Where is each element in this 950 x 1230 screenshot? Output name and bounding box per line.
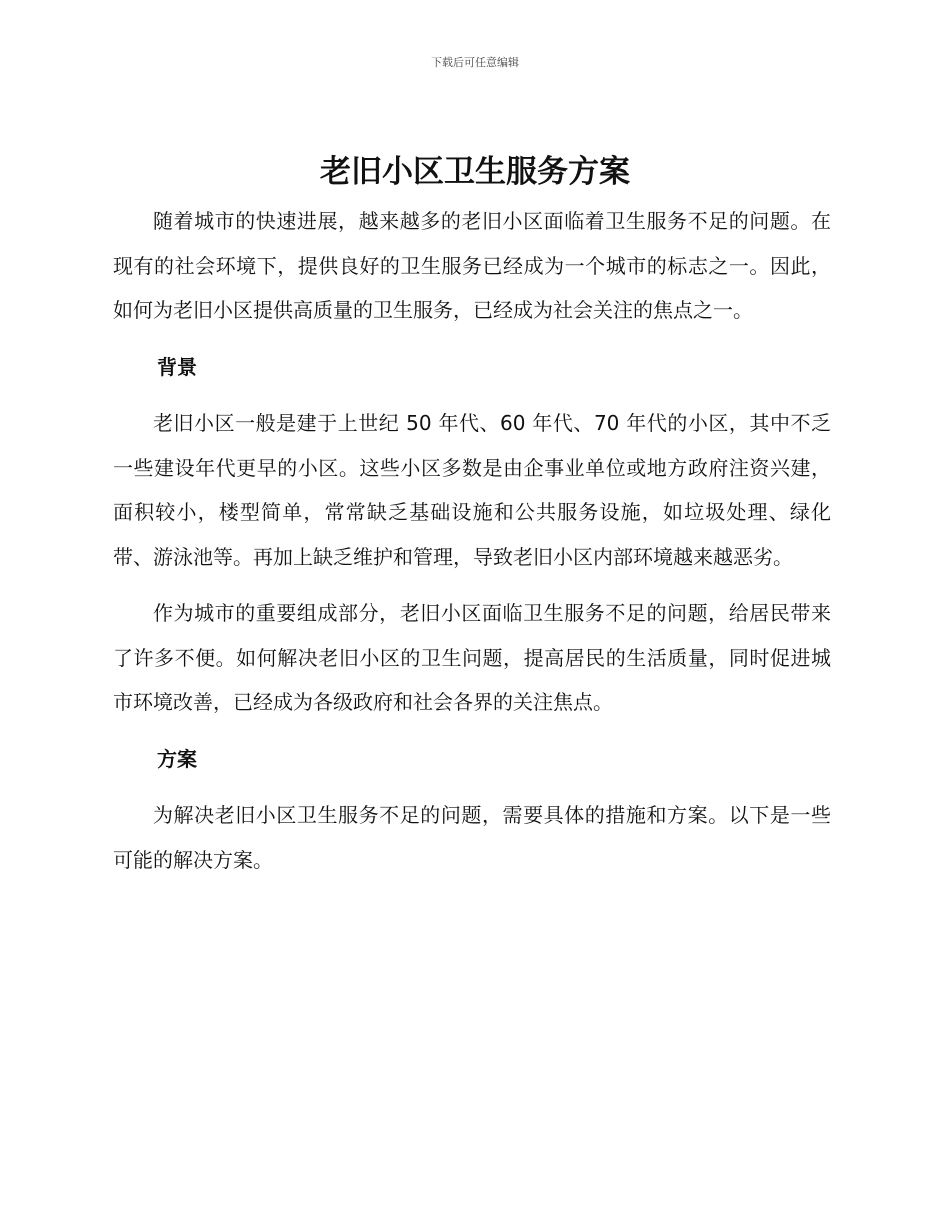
page-header: 下载后可任意编辑 <box>431 56 519 69</box>
document-title: 老旧小区卫生服务方案 <box>320 154 630 190</box>
section-heading-plan: 方案 <box>157 746 197 771</box>
document-body <box>113 199 831 894</box>
intro-paragraph: 随着城市的快速进展，越来越多的老旧小区面临着卫生服务不足的问题。在现有的社会环境下，提供良好的卫生服务已经成为一个城市的标志之一。因此，如何为老旧小区提供高质量的卫生服务，已经成为社会关注的焦点之一。 <box>113 209 831 322</box>
plan-paragraph-1: 为解决老旧小区卫生服务不足的问题，需要具体的措施和方案。以下是一些可能的解决方案。 <box>113 803 831 872</box>
background-paragraph-1: 老旧小区一般是建于上世纪 50 年代、60 年代、70 年代的小区，其中不乏一些建设年代更早的小区。这些小区多数是由企事业单位或地方政府注资兴建，面积较小，楼型简单，常常缺乏基础设施和公共服务设施，如垃圾处理、绿化带、游泳池等。再加上缺乏维护和管理，导致老旧小区内部环境越来越恶劣。 <box>113 411 831 569</box>
background-paragraph-2: 作为城市的重要组成部分，老旧小区面临卫生服务不足的问题，给居民带来了许多不便。如何解决老旧小区的卫生问题，提高居民的生活质量，同时促进城市环境改善，已经成为各级政府和社会各界的关注焦点。 <box>113 601 831 714</box>
section-heading-background: 背景 <box>157 354 197 379</box>
